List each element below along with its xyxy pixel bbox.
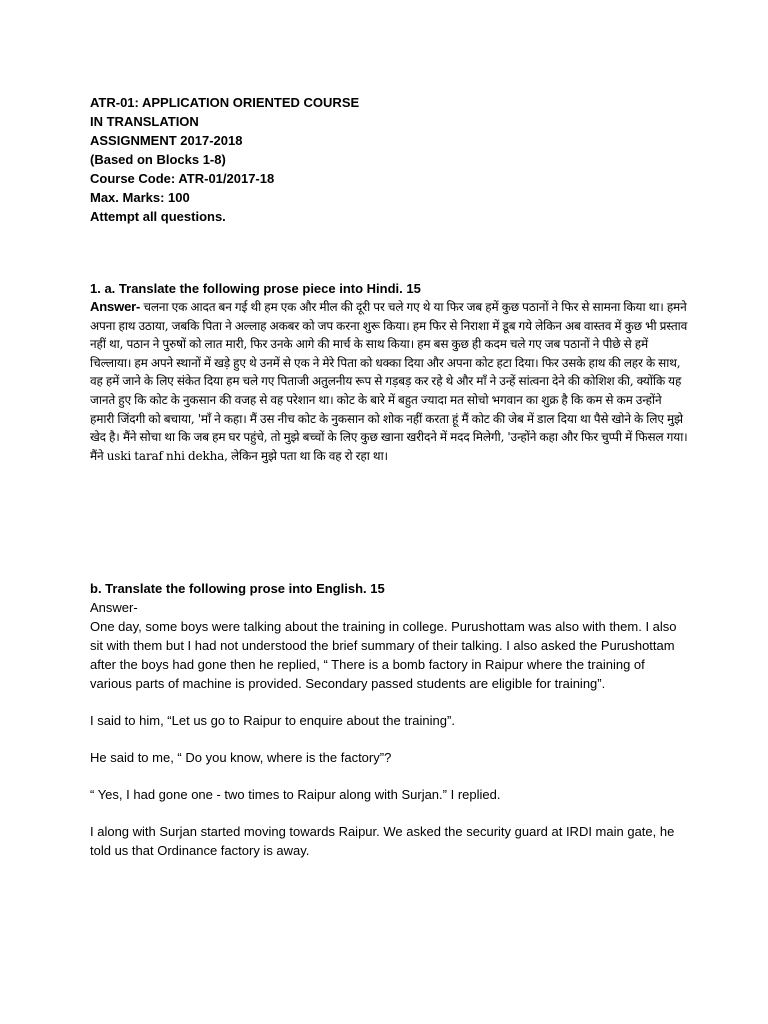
answer-paragraph: I along with Surjan started moving towards Raipur. We asked the security guard at IRDI main gate, he told us that Ordinance factory is away. [90, 824, 675, 858]
hindi-answer-text: चलना एक आदत बन गई थी हम एक और मील की दूरी पर चले गए थे या फिर जब हमें कुछ पठानों ने फिर से सामना किया था। हमने अपना हाथ उठाया, जबकि पिता ने अल्लाह अकबर को जप करना शुरू किया। हम फिर से निराशा में डूब गये लेकिन अब वास्तव में कुछ भी प्रस्ताव नहीं था, पठान ने पुरुषों को लात मारी, फिर उनके आगे की मार्च के साथ किया। हम बस कुछ ही कदम चले गए जब पठानों ने पीछे से हमें चिल्लाया। हम अपने स्थानों में खड़े हुए थे उनमें से एक ने मेरे पिता को धक्का दिया और अपना कोट हटा दिया। फिर उसके हाथ की लहर के साथ, वह हमें जाने के लिए संकेत दिया हम चले गए पिताजी अतुलनीय रूप से गड़बड़ कर रहे थे और माँ ने उन्हें सांत्वना देने की कोशिश की, क्योंकि यह जानते हुए कि कोट के नुकसान की वजह से वह परेशान था। कोट के बारे में बहुत ज्यादा मत सोचो भगवान का शुक्र है कि कम से कम उन्होंने हमारी जिंदगी को बचाया, 'माँ ने कहा। मैं उस नीच कोट के नुकसान को शोक नहीं करता हूं मैं कोट की जेब में डाल दिया था पैसे खोने के लिए मुझे खेद है। मैंने सोचा था कि जब हम घर पहुंचे, तो मुझे बच्चों के लिए कुछ खाना खरीदने में मदद मिलेगी, 'उन्होंने कहा और फिर चुप्पी में फिसल गया। मैंने uski taraf nhi dekha, लेकिन मुझे पता था कि वह रो रहा था। [90, 300, 688, 463]
assignment-year: ASSIGNMENT 2017-2018 [90, 133, 243, 148]
course-title-line-1: ATR-01: APPLICATION ORIENTED COURSE [90, 95, 360, 110]
answer-paragraph: One day, some boys were talking about the training in college. Purushottam was also with them. I also sit with them but I had not understood the brief summary of their talking. I also asked the Purushottam after the boys had gone then he replied, “ There is a bomb factory in Raipur where the training of various parts of machine is provided. Secondary passed students are eligible for training”. [90, 619, 677, 691]
question-1a-heading: 1. a. Translate the following prose piece into Hindi. 15 [90, 281, 421, 296]
answer-label: Answer- [90, 600, 138, 615]
max-marks: Max. Marks: 100 [90, 190, 190, 205]
question-1b [90, 579, 688, 860]
answer-paragraph: He said to me, “ Do you know, where is the factory”? [90, 750, 392, 765]
question-1a [90, 279, 688, 465]
instructions: Attempt all questions. [90, 209, 226, 224]
answer-paragraph: I said to him, “Let us go to Raipur to enquire about the training”. [90, 713, 455, 728]
course-title-line-2: IN TRANSLATION [90, 114, 199, 129]
answer-paragraph: “ Yes, I had gone one - two times to Raipur along with Surjan.” I replied. [90, 787, 501, 802]
blocks-note: (Based on Blocks 1-8) [90, 152, 226, 167]
course-code: Course Code: ATR-01/2017-18 [90, 171, 275, 186]
assignment-header [90, 93, 690, 226]
question-1a-answer [90, 298, 688, 465]
question-1b-heading: b. Translate the following prose into English. 15 [90, 581, 385, 596]
answer-label: Answer- [90, 299, 141, 314]
